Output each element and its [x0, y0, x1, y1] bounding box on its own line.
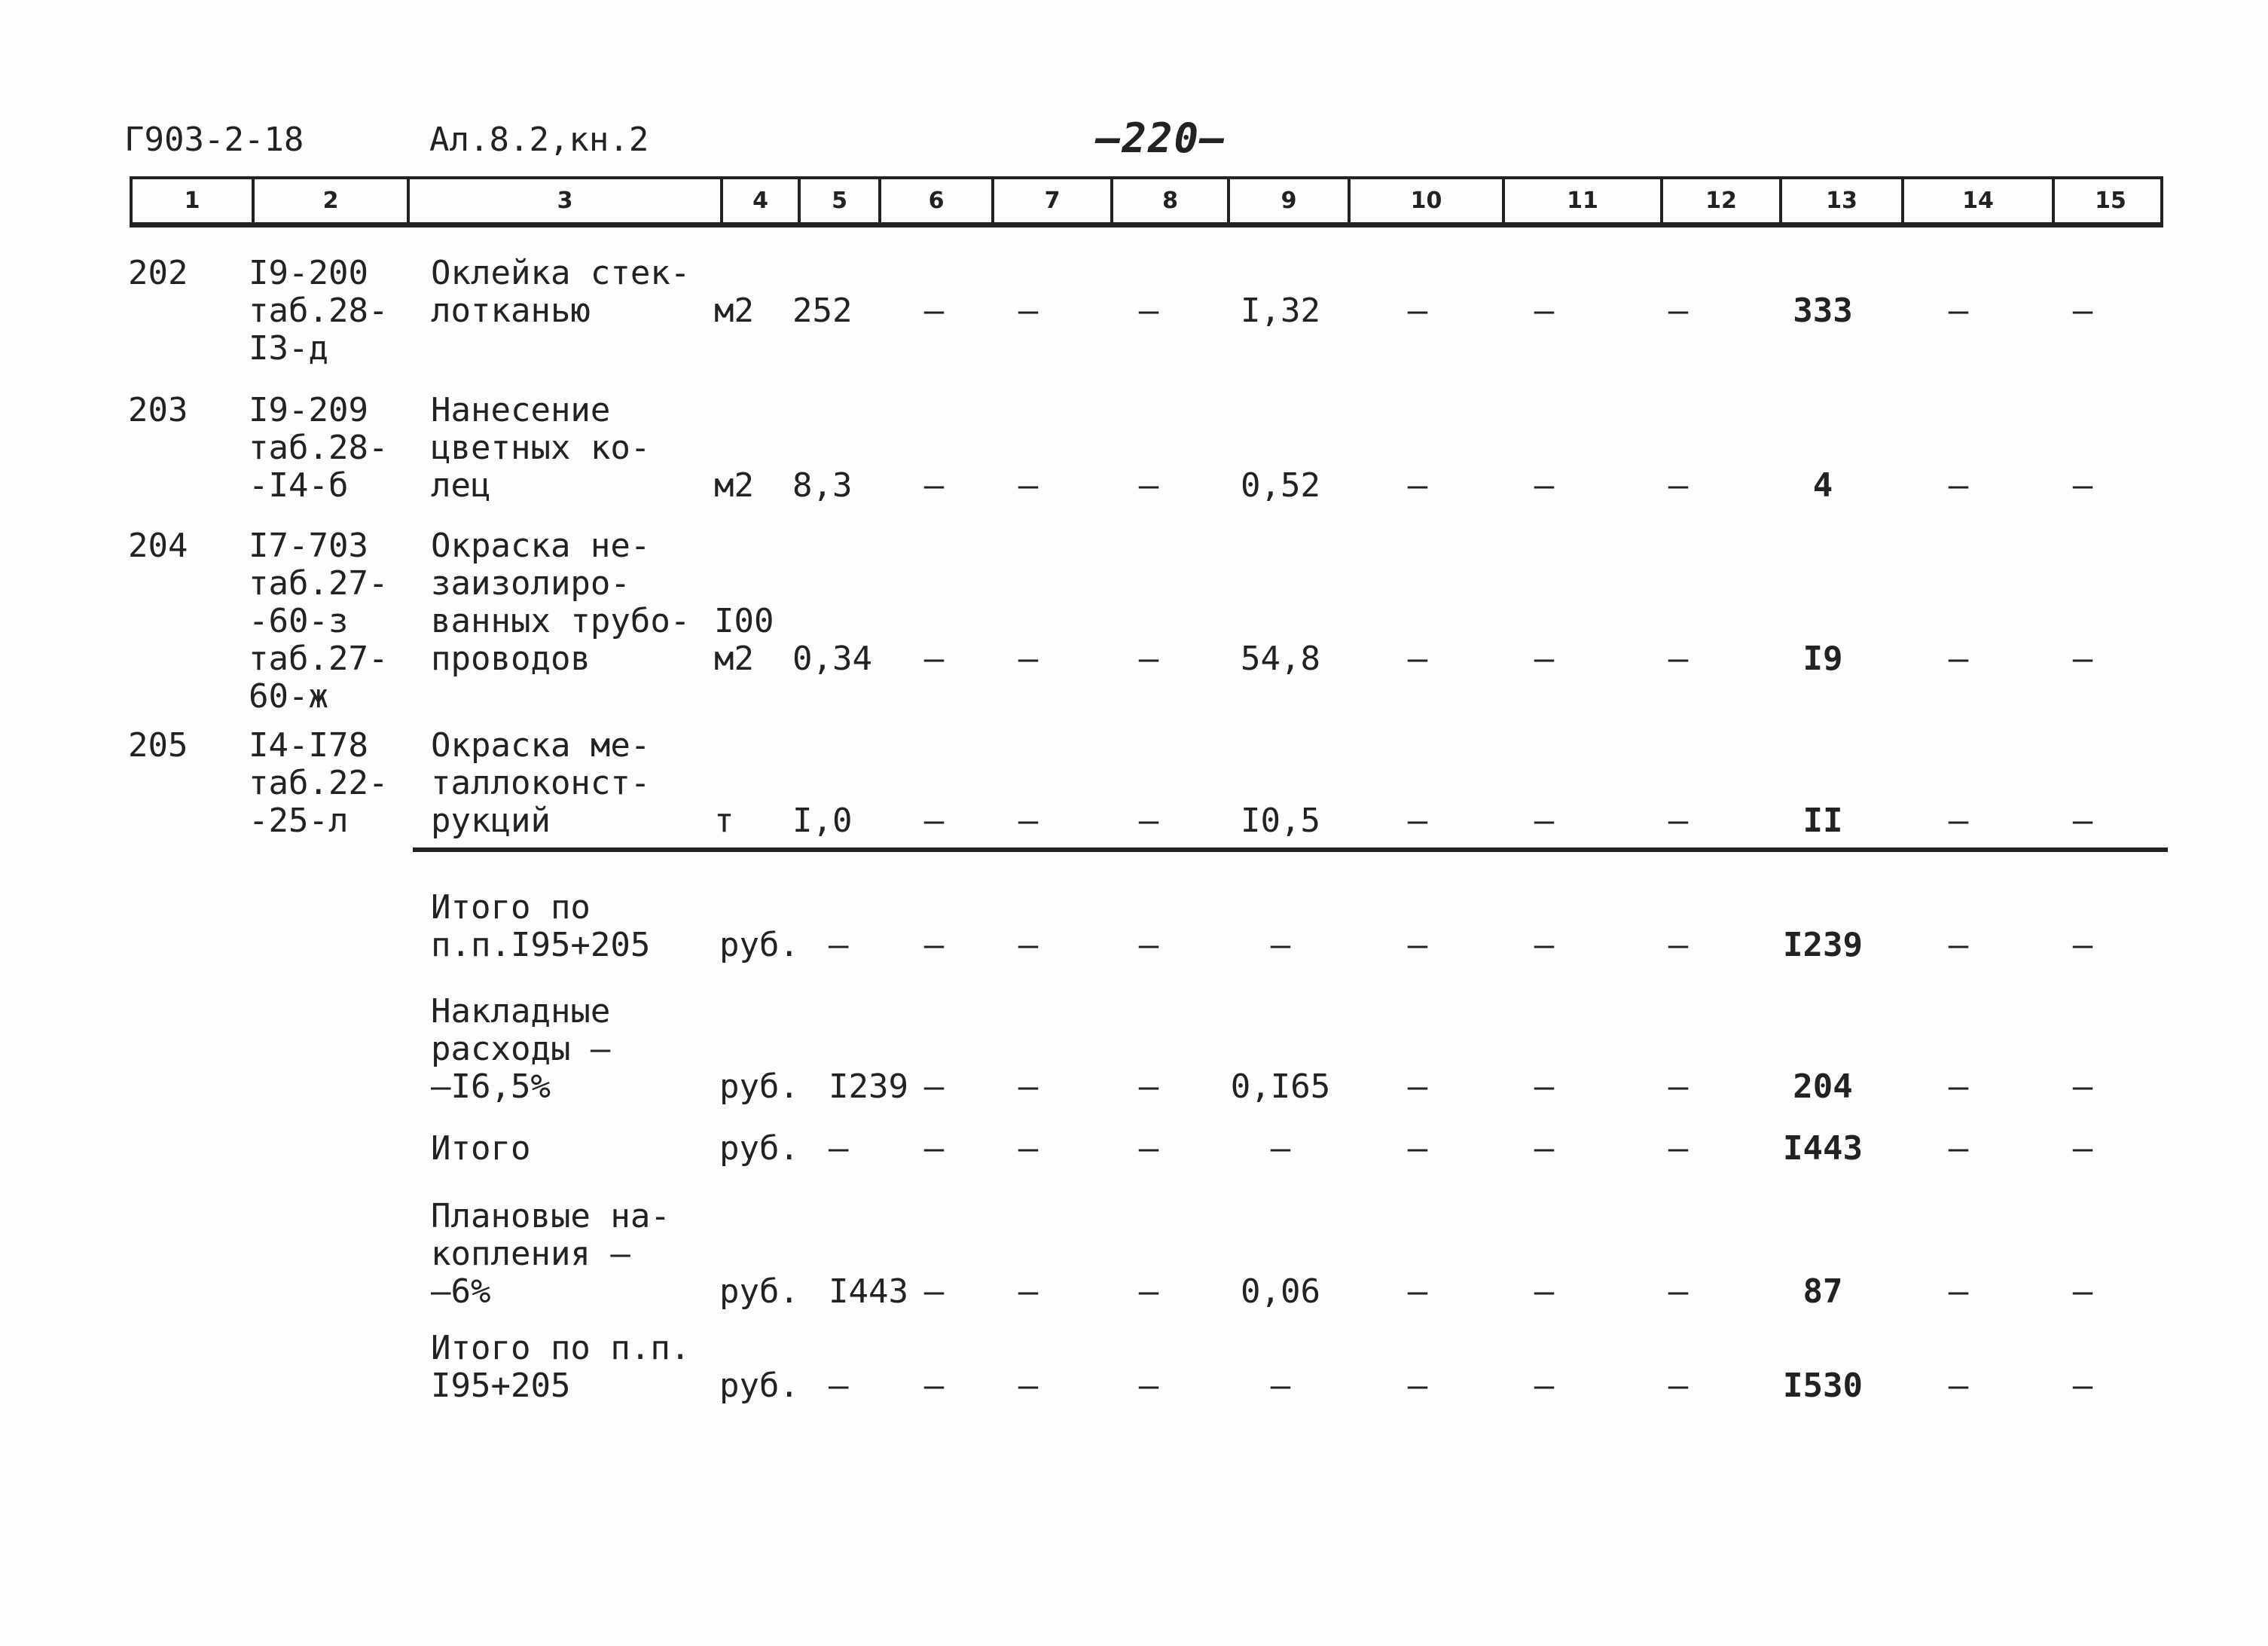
row-4-col-8: – — [1138, 802, 1159, 840]
row-4-col-7: – — [1018, 802, 1039, 840]
row-1-col-8: – — [1138, 292, 1159, 330]
total-4-col-10: – — [1407, 1272, 1428, 1311]
row-1-col-6: – — [923, 292, 945, 330]
total-1-col-14: – — [1948, 926, 1969, 964]
row-4-col-15: – — [2072, 802, 2093, 840]
row-4-col-10: – — [1407, 802, 1428, 840]
row-3-col-13: I9 — [1802, 640, 1843, 678]
album-reference: Ал.8.2,кн.2 — [429, 121, 649, 159]
row-1-col-10: – — [1407, 292, 1428, 330]
total-5-col-14: – — [1948, 1367, 1969, 1405]
total-5-col-3: Итого по п.п. I95+205 — [431, 1329, 691, 1405]
total-1-col-9: – — [1270, 926, 1291, 964]
total-5-col-8: – — [1138, 1367, 1159, 1405]
total-5-col-4: руб. — [719, 1367, 799, 1405]
total-1-col-13: I239 — [1783, 926, 1863, 964]
total-3-col-4: руб. — [719, 1129, 799, 1168]
total-3-col-5: – — [829, 1129, 849, 1168]
total-1-col-4: руб. — [719, 926, 799, 964]
row-3-col-7: – — [1018, 640, 1039, 678]
total-5-col-12: – — [1668, 1367, 1689, 1405]
total-4-col-14: – — [1948, 1272, 1969, 1311]
total-1-col-10: – — [1407, 926, 1428, 964]
row-2-col-4: м2 — [714, 466, 754, 505]
row-3-col-9: 54,8 — [1241, 640, 1320, 678]
row-3-col-8: – — [1138, 640, 1159, 678]
row-2-col-6: – — [923, 466, 945, 505]
row-3-col-4: I00 м2 — [714, 602, 774, 678]
total-2-col-4: руб. — [719, 1067, 799, 1106]
column-number-5: 5 — [798, 179, 878, 222]
column-number-9: 9 — [1227, 179, 1348, 222]
row-3-col-11: – — [1534, 640, 1555, 678]
row-4-col-4: т — [714, 802, 734, 840]
row-1-col-1: 202 — [128, 254, 188, 292]
row-4-col-1: 205 — [128, 726, 188, 765]
row-2-col-10: – — [1407, 466, 1428, 505]
total-2-col-13: 204 — [1793, 1067, 1853, 1106]
total-4-col-8: – — [1138, 1272, 1159, 1311]
row-4-col-9: I0,5 — [1241, 802, 1320, 840]
row-4-col-13: II — [1802, 802, 1843, 840]
row-1-col-4: м2 — [714, 292, 754, 330]
column-number-bar — [130, 176, 2163, 228]
total-3-col-15: – — [2072, 1129, 2093, 1168]
totals-divider — [413, 847, 2168, 852]
row-1-col-9: I,32 — [1241, 292, 1320, 330]
column-number-12: 12 — [1660, 179, 1779, 222]
row-2-col-2: I9-209 таб.28- -I4-б — [249, 391, 389, 505]
row-4-col-6: – — [923, 802, 945, 840]
total-2-col-7: – — [1018, 1067, 1039, 1106]
column-number-13: 13 — [1779, 179, 1901, 222]
column-number-4: 4 — [720, 179, 798, 222]
row-3-col-15: – — [2072, 640, 2093, 678]
total-5-col-11: – — [1534, 1367, 1555, 1405]
column-number-8: 8 — [1110, 179, 1227, 222]
total-1-col-15: – — [2072, 926, 2093, 964]
total-5-col-15: – — [2072, 1367, 2093, 1405]
total-2-col-10: – — [1407, 1067, 1428, 1106]
row-3-col-12: – — [1668, 640, 1689, 678]
total-3-col-14: – — [1948, 1129, 1969, 1168]
total-5-col-5: – — [829, 1367, 849, 1405]
row-2-col-8: – — [1138, 466, 1159, 505]
total-2-col-5: I239 — [829, 1067, 908, 1106]
row-1-col-15: – — [2072, 292, 2093, 330]
row-1-col-5: 252 — [792, 292, 853, 330]
column-number-2: 2 — [252, 179, 407, 222]
total-2-col-6: – — [923, 1067, 945, 1106]
total-3-col-9: – — [1270, 1129, 1291, 1168]
total-4-col-9: 0,06 — [1241, 1272, 1320, 1311]
total-5-col-9: – — [1270, 1367, 1291, 1405]
total-5-col-10: – — [1407, 1367, 1428, 1405]
row-2-col-5: 8,3 — [792, 466, 853, 505]
row-2-col-3: Нанесение цветных ко- лец — [431, 391, 651, 505]
column-number-7: 7 — [991, 179, 1110, 222]
total-5-col-7: – — [1018, 1367, 1039, 1405]
total-4-col-7: – — [1018, 1272, 1039, 1311]
total-3-col-7: – — [1018, 1129, 1039, 1168]
total-2-col-15: – — [2072, 1067, 2093, 1106]
row-4-col-11: – — [1534, 802, 1555, 840]
row-4-col-12: – — [1668, 802, 1689, 840]
total-4-col-3: Плановые на- копления – –6% — [431, 1197, 670, 1311]
row-2-col-12: – — [1668, 466, 1689, 505]
total-4-col-15: – — [2072, 1272, 2093, 1311]
total-4-col-6: – — [923, 1272, 945, 1311]
row-3-col-6: – — [923, 640, 945, 678]
row-3-col-1: 204 — [128, 527, 188, 565]
total-1-col-7: – — [1018, 926, 1039, 964]
row-3-col-2: I7-703 таб.27- -60-з таб.27- 60-ж — [249, 527, 389, 716]
row-2-col-13: 4 — [1812, 466, 1833, 505]
total-4-col-13: 87 — [1802, 1272, 1843, 1311]
column-number-1: 1 — [184, 188, 200, 214]
total-2-col-8: – — [1138, 1067, 1159, 1106]
total-2-col-14: – — [1948, 1067, 1969, 1106]
row-2-col-14: – — [1948, 466, 1969, 505]
row-4-col-3: Окраска ме- таллоконст- рукций — [431, 726, 651, 840]
total-3-col-3: Итого — [431, 1129, 531, 1168]
total-3-col-8: – — [1138, 1129, 1159, 1168]
column-number-6: 6 — [878, 179, 991, 222]
column-number-14: 14 — [1901, 179, 2052, 222]
total-4-col-11: – — [1534, 1272, 1555, 1311]
row-1-col-2: I9-200 таб.28- I3-д — [249, 254, 389, 368]
row-2-col-7: – — [1018, 466, 1039, 505]
total-1-col-6: – — [923, 926, 945, 964]
row-2-col-9: 0,52 — [1241, 466, 1320, 505]
column-number-15: 15 — [2052, 179, 2166, 222]
total-1-col-12: – — [1668, 926, 1689, 964]
row-1-col-3: Оклейка стек- лотканью — [431, 254, 691, 330]
total-5-col-6: – — [923, 1367, 945, 1405]
column-number-11: 11 — [1502, 179, 1660, 222]
row-4-col-2: I4-I78 таб.22- -25-л — [249, 726, 389, 840]
total-4-col-4: руб. — [719, 1272, 799, 1311]
page-number: —220— — [1096, 115, 1226, 162]
row-1-col-13: 333 — [1793, 292, 1853, 330]
total-3-col-11: – — [1534, 1129, 1555, 1168]
row-4-col-5: I,0 — [792, 802, 853, 840]
row-1-col-7: – — [1018, 292, 1039, 330]
row-1-col-12: – — [1668, 292, 1689, 330]
row-2-col-15: – — [2072, 466, 2093, 505]
total-1-col-5: – — [829, 926, 849, 964]
total-1-col-8: – — [1138, 926, 1159, 964]
document-code: Г903-2-18 — [124, 121, 304, 159]
total-3-col-13: I443 — [1783, 1129, 1863, 1168]
total-3-col-10: – — [1407, 1129, 1428, 1168]
row-1-col-14: – — [1948, 292, 1969, 330]
total-1-col-3: Итого по п.п.I95+205 — [431, 888, 651, 964]
row-3-col-5: 0,34 — [792, 640, 872, 678]
total-4-col-12: – — [1668, 1272, 1689, 1311]
column-number-3: 3 — [407, 179, 720, 222]
row-3-col-10: – — [1407, 640, 1428, 678]
total-2-col-3: Накладные расходы – –I6,5% — [431, 992, 611, 1106]
total-3-col-12: – — [1668, 1129, 1689, 1168]
total-2-col-11: – — [1534, 1067, 1555, 1106]
row-2-col-11: – — [1534, 466, 1555, 505]
row-4-col-14: – — [1948, 802, 1969, 840]
total-1-col-11: – — [1534, 926, 1555, 964]
total-5-col-13: I530 — [1783, 1367, 1863, 1405]
row-2-col-1: 203 — [128, 391, 188, 429]
row-1-col-11: – — [1534, 292, 1555, 330]
row-3-col-3: Окраска не- заизолиро- ванных трубо- проводов — [431, 527, 691, 678]
row-3-col-14: – — [1948, 640, 1969, 678]
column-number-10: 10 — [1348, 179, 1502, 222]
total-4-col-5: I443 — [829, 1272, 908, 1311]
total-2-col-9: 0,I65 — [1230, 1067, 1331, 1106]
total-2-col-12: – — [1668, 1067, 1689, 1106]
total-3-col-6: – — [923, 1129, 945, 1168]
